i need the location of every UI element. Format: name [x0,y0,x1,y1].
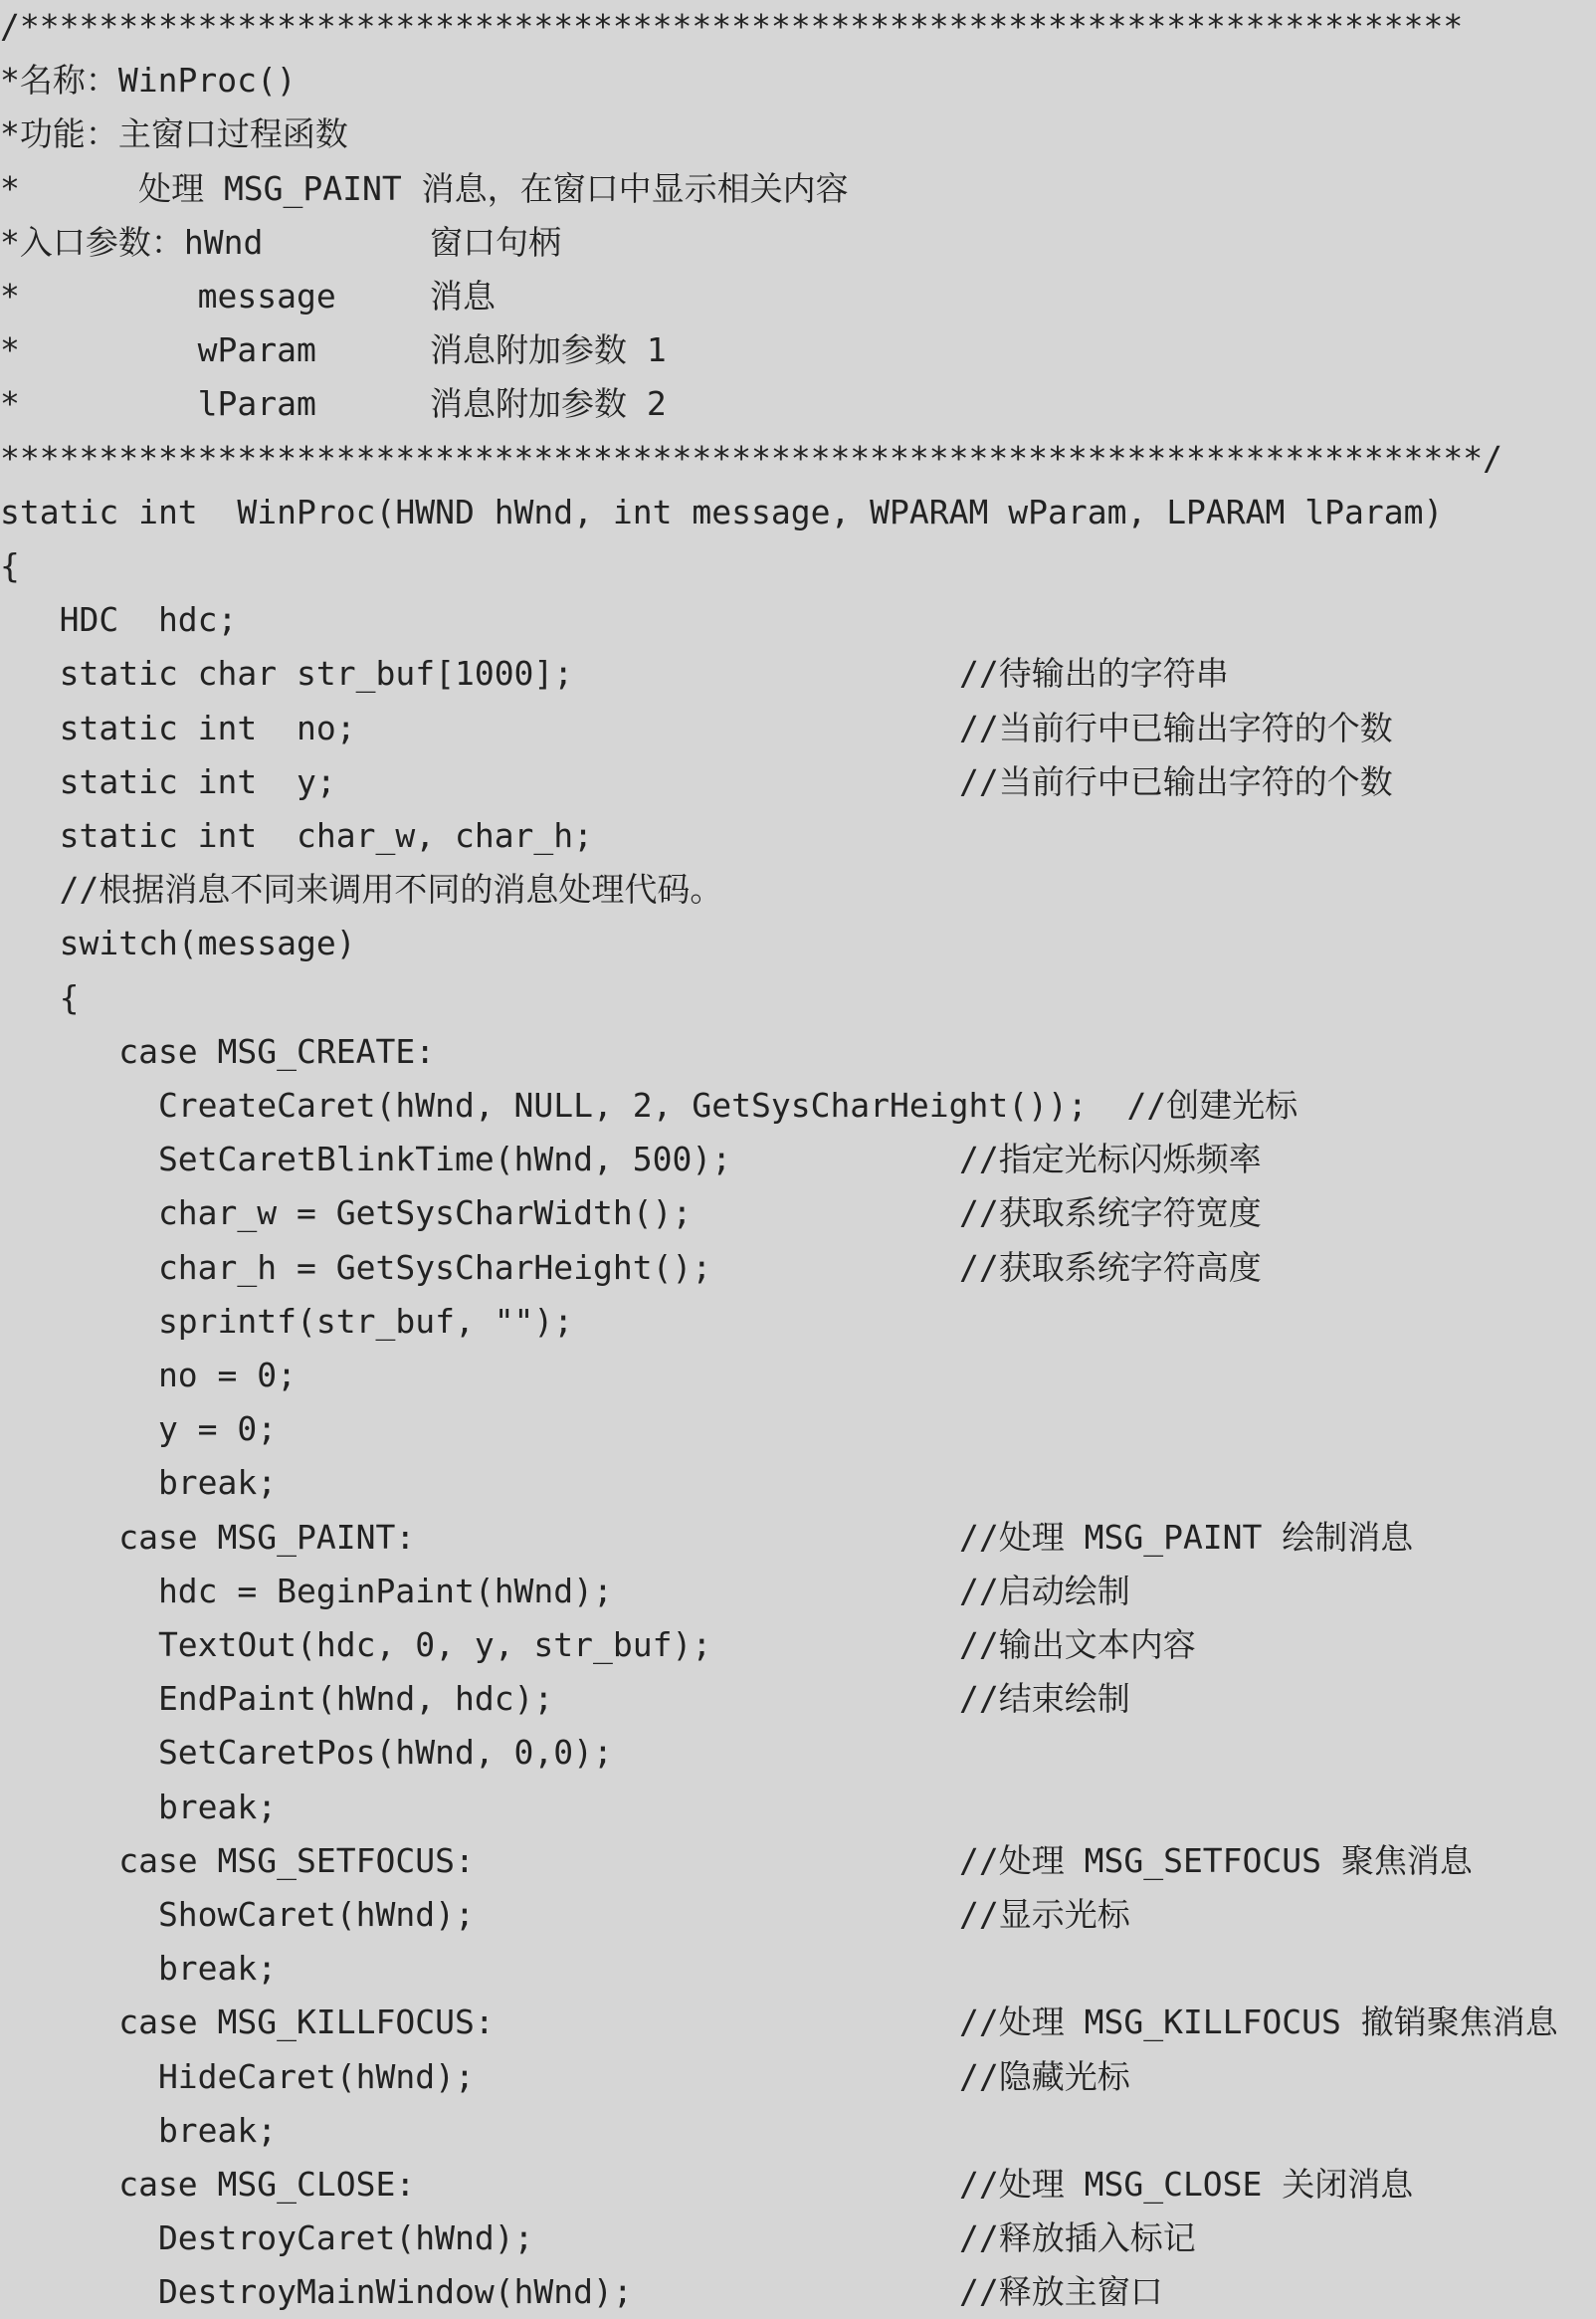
code-text: HideCaret(hWnd); [0,2056,475,2096]
code-comment: //处理 MSG_SETFOCUS 聚焦消息 [959,1840,1473,1880]
code-line [0,647,1596,701]
code-line [0,486,1596,539]
code-line [0,702,1596,755]
code-comment: //释放主窗口 [959,2272,1163,2312]
code-line [0,2050,1596,2104]
code-line [0,1726,1596,1780]
code-line [0,1025,1596,1079]
code-text: CreateCaret(hWnd, NULL, 2, GetSysCharHeight()); //创建光标 [0,1086,1298,1125]
code-line [0,2104,1596,2158]
code-text: DestroyMainWindow(hWnd); [0,2272,633,2312]
code-text: /************************************************************************* [0,7,1464,46]
code-line [0,2212,1596,2265]
code-comment: //获取系统字符高度 [959,1247,1262,1287]
code-text: { [0,977,80,1017]
code-line [0,432,1596,486]
code-line [0,1186,1596,1240]
code-line [0,1888,1596,1942]
code-line [0,270,1596,323]
code-line [0,2158,1596,2212]
code-text: break; [0,1463,278,1503]
code-text: static int WinProc(HWND hWnd, int message, WPARAM wParam, LPARAM lParam) [0,492,1444,531]
code-text: //根据消息不同来调用不同的消息处理代码。 [0,870,723,910]
code-text: * message [0,277,336,316]
code-comment: //待输出的字符串 [959,654,1229,694]
code-line [0,593,1596,647]
code-text: *入口参数：hWnd [0,222,264,262]
code-line [0,377,1596,431]
code-text: case MSG_PAINT: [0,1517,416,1557]
code-line [0,1133,1596,1186]
code-comment: //处理 MSG_CLOSE 关闭消息 [959,2165,1414,2204]
code-text: case MSG_SETFOCUS: [0,1840,475,1880]
code-line [0,1942,1596,1996]
code-comment: //当前行中已输出字符的个数 [959,708,1393,747]
code-line [0,0,1596,54]
code-line [0,1349,1596,1402]
code-comment: 消息 [430,277,496,316]
code-text: static char str_buf[1000]; [0,654,574,694]
code-text: case MSG_CREATE: [0,1031,436,1071]
code-text: break; [0,2110,278,2150]
code-text: break; [0,1949,278,1989]
code-text: HDC hdc; [0,600,238,640]
code-line [0,1672,1596,1726]
code-comment: //获取系统字符宽度 [959,1193,1262,1233]
code-text: * lParam [0,384,316,424]
code-text: * 处理 MSG_PAINT 消息，在窗口中显示相关内容 [0,168,849,208]
code-text: char_w = GetSysCharWidth(); [0,1193,693,1233]
code-line [0,54,1596,107]
code-text: DestroyCaret(hWnd); [0,2218,534,2258]
code-line [0,863,1596,917]
code-text: static int char_w, char_h; [0,816,594,855]
code-line [0,539,1596,593]
code-comment: 消息附加参数 1 [430,330,667,370]
code-comment: //释放插入标记 [959,2218,1196,2258]
code-comment: //输出文本内容 [959,1625,1196,1664]
code-line [0,323,1596,377]
code-comment: 窗口句柄 [430,222,561,262]
code-comment: //显示光标 [959,1895,1130,1934]
code-line [0,107,1596,161]
code-line [0,1511,1596,1565]
code-line [0,216,1596,270]
code-text: * wParam [0,330,316,370]
code-line [0,971,1596,1025]
code-comment: //处理 MSG_PAINT 绘制消息 [959,1517,1414,1557]
code-text: no = 0; [0,1356,298,1394]
code-comment: //结束绘制 [959,1679,1130,1719]
code-line [0,1241,1596,1295]
code-line [0,1781,1596,1834]
code-line [0,1834,1596,1888]
code-text: EndPaint(hWnd, hdc); [0,1679,554,1719]
code-text: case MSG_CLOSE: [0,2165,416,2204]
code-text: *名称：WinProc() [0,61,297,101]
code-text: ***************************************************************************/ [0,438,1502,478]
code-text: { [0,546,20,585]
code-text: SetCaretPos(hWnd, 0,0); [0,1733,613,1773]
code-comment: //当前行中已输出字符的个数 [959,761,1393,801]
code-line [0,1456,1596,1510]
code-comment: //处理 MSG_KILLFOCUS 撤销聚焦消息 [959,2003,1558,2042]
code-text: y = 0; [0,1409,278,1449]
code-line [0,755,1596,809]
code-line [0,2265,1596,2319]
code-text: sprintf(str_buf, ""); [0,1301,574,1341]
code-text: static int y; [0,761,336,801]
code-text: char_h = GetSysCharHeight(); [0,1247,712,1287]
code-line [0,1565,1596,1618]
code-text: TextOut(hdc, 0, y, str_buf); [0,1625,712,1664]
code-comment: 消息附加参数 2 [430,384,667,424]
code-text: break; [0,1787,278,1826]
code-comment: //隐藏光标 [959,2056,1130,2096]
code-text: static int no; [0,708,356,747]
code-text: switch(message) [0,924,356,963]
code-text: SetCaretBlinkTime(hWnd, 500); [0,1140,732,1179]
code-line [0,1079,1596,1133]
code-text: case MSG_KILLFOCUS: [0,2003,495,2042]
code-line [0,1996,1596,2049]
code-line [0,1295,1596,1349]
code-line [0,809,1596,863]
code-line [0,1402,1596,1456]
code-line [0,1618,1596,1672]
code-comment: //指定光标闪烁频率 [959,1140,1262,1179]
code-text: *功能：主窗口过程函数 [0,114,348,154]
code-text: hdc = BeginPaint(hWnd); [0,1571,613,1610]
code-text: ShowCaret(hWnd); [0,1895,475,1934]
code-line [0,917,1596,970]
code-comment: //启动绘制 [959,1571,1130,1610]
code-line [0,162,1596,216]
